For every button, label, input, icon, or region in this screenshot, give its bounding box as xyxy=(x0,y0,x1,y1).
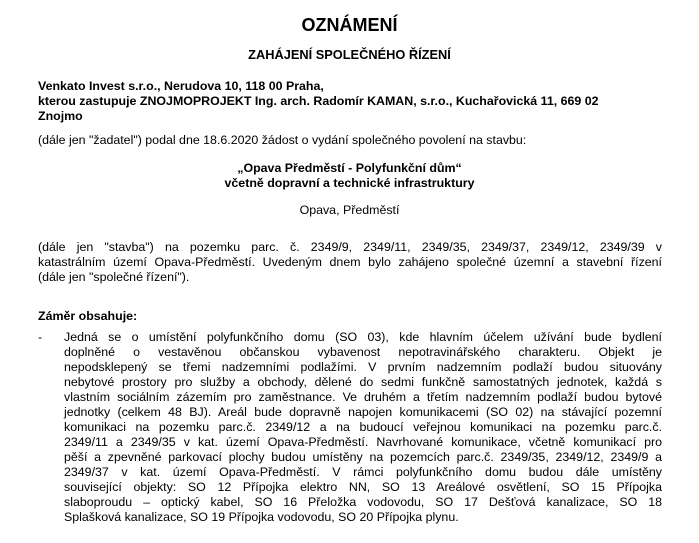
item-line: nepodsklepený se třemi nadzemními podlažími. V prvním nadzemním podlaží budou situovány xyxy=(64,360,662,374)
item-line: 2349/11 a 2349/35 v kat. území Opava-Předměstí. Navrhované komunikace, včetně komunikací pro xyxy=(64,435,662,449)
section-heading: Záměr obsahuje: xyxy=(38,309,138,323)
item-line: související objekty: SO 12 Přípojka elektro NN, SO 13 Areálové osvětlení, SO 15 Přípojka xyxy=(64,480,662,494)
applicant-line: Znojmo xyxy=(38,109,83,123)
document-title: OZNÁMENÍ xyxy=(301,15,398,35)
item-line: nebytové prostory pro služby a obchody, dělené do sedmi funkčně samostatných jednotek, každá s xyxy=(64,375,662,389)
intro-paragraph: (dále jen "žadatel") podal dne 18.6.2020 žádost o vydání společného povolení na stavbu: xyxy=(38,133,527,147)
applicant-line: kterou zastupuje ZNOJMOPROJEKT Ing. arch. Radomír KAMAN, s.r.o., Kuchařovická 11, 669 02 xyxy=(38,94,599,108)
list-item xyxy=(64,330,662,525)
item-line: jednotky (celkem 48 BJ). Areál bude dopravně napojen komunikacemi (SO 02) na stávající pozemní xyxy=(64,405,662,419)
item-line: komunikaci na pozemku parc.č. 2349/12 a na budoucí veřejnou komunikaci na pozemku parc.č. xyxy=(64,420,662,434)
item-line: 2349/37 v kat. území Opava-Předměstí. V rámci polyfunkčního domu budou dále umístěny xyxy=(64,465,662,479)
item-line: pěší a zpevněné parkovací plochy budou umístěny na pozemcích parc.č. 2349/35, 2349/12, 2349/9 a xyxy=(64,450,662,464)
parcels-line: (dále jen "stavba") na pozemku parc. č. 2349/9, 2349/11, 2349/35, 2349/37, 2349/12, 2349/39 v xyxy=(38,240,662,254)
project-place: Opava, Předměstí xyxy=(299,203,400,217)
applicant-line: Venkato Invest s.r.o., Nerudova 10, 118 00 Praha, xyxy=(38,79,324,93)
parcels-line: katastrálním území Opava-Předměstí. Uvedeným dnem bylo zahájeno společné územní a stavební řízení xyxy=(38,255,662,269)
item-line: slaboproudu – optický kabel, SO 16 Přeložka vodovodu, SO 17 Dešťová kanalizace, SO 18 xyxy=(64,495,662,509)
parcels-line: (dále jen "společné řízení"). xyxy=(38,270,190,284)
item-line: Splašková kanalizace, SO 19 Přípojka vodovodu, SO 20 Přípojka plynu. xyxy=(64,510,459,524)
applicant-block xyxy=(38,79,668,124)
document-subtitle: ZAHÁJENÍ SPOLEČNÉHO ŘÍZENÍ xyxy=(248,47,451,62)
item-line: vlastním sociálním zázemím pro zaměstnance. Ve druhém a třetím nadzemním podlaží budou bytové xyxy=(64,390,662,404)
item-line: Jedná se o umístění polyfunkčního domu (SO 03), kde hlavním účelem užívání bude bydlení xyxy=(64,330,662,344)
project-name xyxy=(0,161,699,191)
item-line: doplněné o vestavěnou občanskou vybavenost nepotravinářského charakteru. Objekt je xyxy=(64,345,662,359)
project-line: „Opava Předměstí - Polyfunkční dům“ xyxy=(237,161,462,175)
project-line: včetně dopravní a technické infrastruktury xyxy=(224,176,475,190)
parcels-paragraph xyxy=(38,240,662,285)
bullet-dash: - xyxy=(38,330,43,344)
